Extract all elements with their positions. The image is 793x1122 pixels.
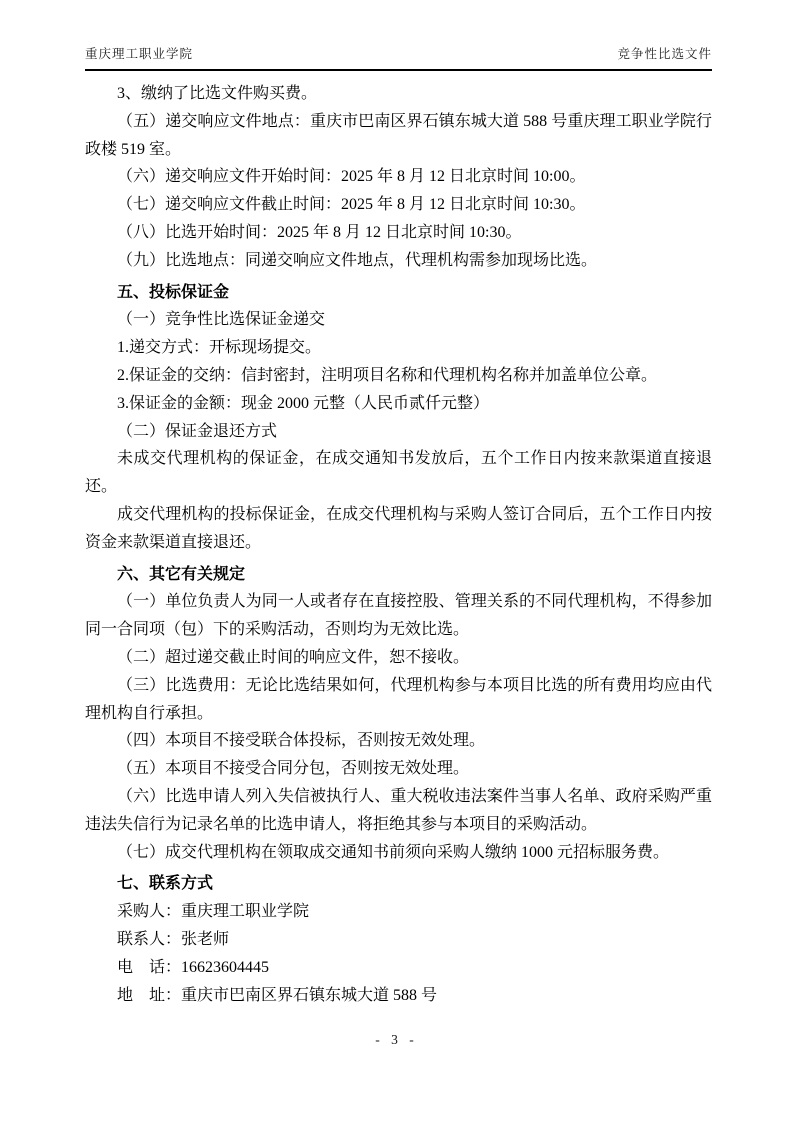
paragraph: 地 址：重庆市巴南区界石镇东城大道 588 号 bbox=[117, 986, 438, 1004]
paragraph: 成交代理机构的投标保证金，在成交代理机构与采购人签订合同后，五个工作日内按资金来款渠道直接退还。 bbox=[85, 505, 712, 551]
paragraph: （一）竞争性比选保证金递交 bbox=[117, 311, 326, 329]
paragraph: （八）比选开始时间：2025 年 8 月 12 日北京时间 10:30。 bbox=[117, 223, 522, 241]
paragraph: （四）本项目不接受联合体投标，否则按无效处理。 bbox=[117, 732, 486, 750]
section-heading: 五、投标保证金 bbox=[117, 283, 230, 301]
paragraph: （六）递交响应文件开始时间：2025 年 8 月 12 日北京时间 10:00。 bbox=[117, 168, 586, 186]
paragraph: （三）比选费用：无论比选结果如何，代理机构参与本项目比选的所有费用均应由代理机构自行承担。 bbox=[85, 676, 712, 722]
paragraph: （五）递交响应文件地点：重庆市巴南区界石镇东城大道 588 号重庆理工职业学院行政楼 519 室。 bbox=[85, 112, 712, 158]
paragraph: （六）比选申请人列入失信被执行人、重大税收违法案件当事人名单、政府采购严重违法失信行为记录名单的比选申请人，将拒绝其参与本项目的采购活动。 bbox=[85, 787, 712, 833]
paragraph: 1.递交方式：开标现场提交。 bbox=[117, 339, 322, 357]
section-heading: 六、其它有关规定 bbox=[117, 565, 246, 583]
paragraph: （五）本项目不接受合同分包，否则按无效处理。 bbox=[117, 760, 470, 778]
page-footer bbox=[0, 1032, 793, 1048]
document-body bbox=[85, 80, 712, 1009]
paragraph: 电 话：16623604445 bbox=[117, 958, 270, 976]
paragraph: 2.保证金的交纳：信封密封，注明项目名称和代理机构名称并加盖单位公章。 bbox=[117, 366, 658, 384]
paragraph: （二）超过递交截止时间的响应文件，恕不接收。 bbox=[117, 648, 470, 666]
paragraph: （一）单位负责人为同一人或者存在直接控股、管理关系的不同代理机构，不得参加同一合同项（包）下的采购活动，否则均为无效比选。 bbox=[85, 593, 712, 639]
paragraph: 联系人：张老师 bbox=[117, 930, 230, 948]
paragraph: 采购人：重庆理工职业学院 bbox=[117, 903, 310, 921]
paragraph: （九）比选地点：同递交响应文件地点，代理机构需参加现场比选。 bbox=[117, 251, 598, 269]
paragraph: （七）递交响应文件截止时间：2025 年 8 月 12 日北京时间 10:30。 bbox=[117, 196, 586, 214]
paragraph: 3.保证金的金额：现金 2000 元整（人民币贰仟元整） bbox=[117, 394, 490, 412]
header-right-title: 竞争性比选文件 bbox=[617, 47, 712, 61]
paragraph: （七）成交代理机构在领取成交通知书前须向采购人缴纳 1000 元招标服务费。 bbox=[117, 843, 670, 861]
page-header bbox=[85, 44, 712, 71]
paragraph: 未成交代理机构的保证金，在成交通知书发放后，五个工作日内按来款渠道直接退还。 bbox=[85, 450, 712, 496]
paragraph: （二）保证金退还方式 bbox=[117, 422, 278, 440]
page-number: - 3 - bbox=[375, 1032, 418, 1047]
paragraph: 3、缴纳了比选文件购买费。 bbox=[117, 85, 318, 102]
header-left-title: 重庆理工职业学院 bbox=[85, 47, 194, 61]
section-heading: 七、联系方式 bbox=[117, 875, 214, 893]
